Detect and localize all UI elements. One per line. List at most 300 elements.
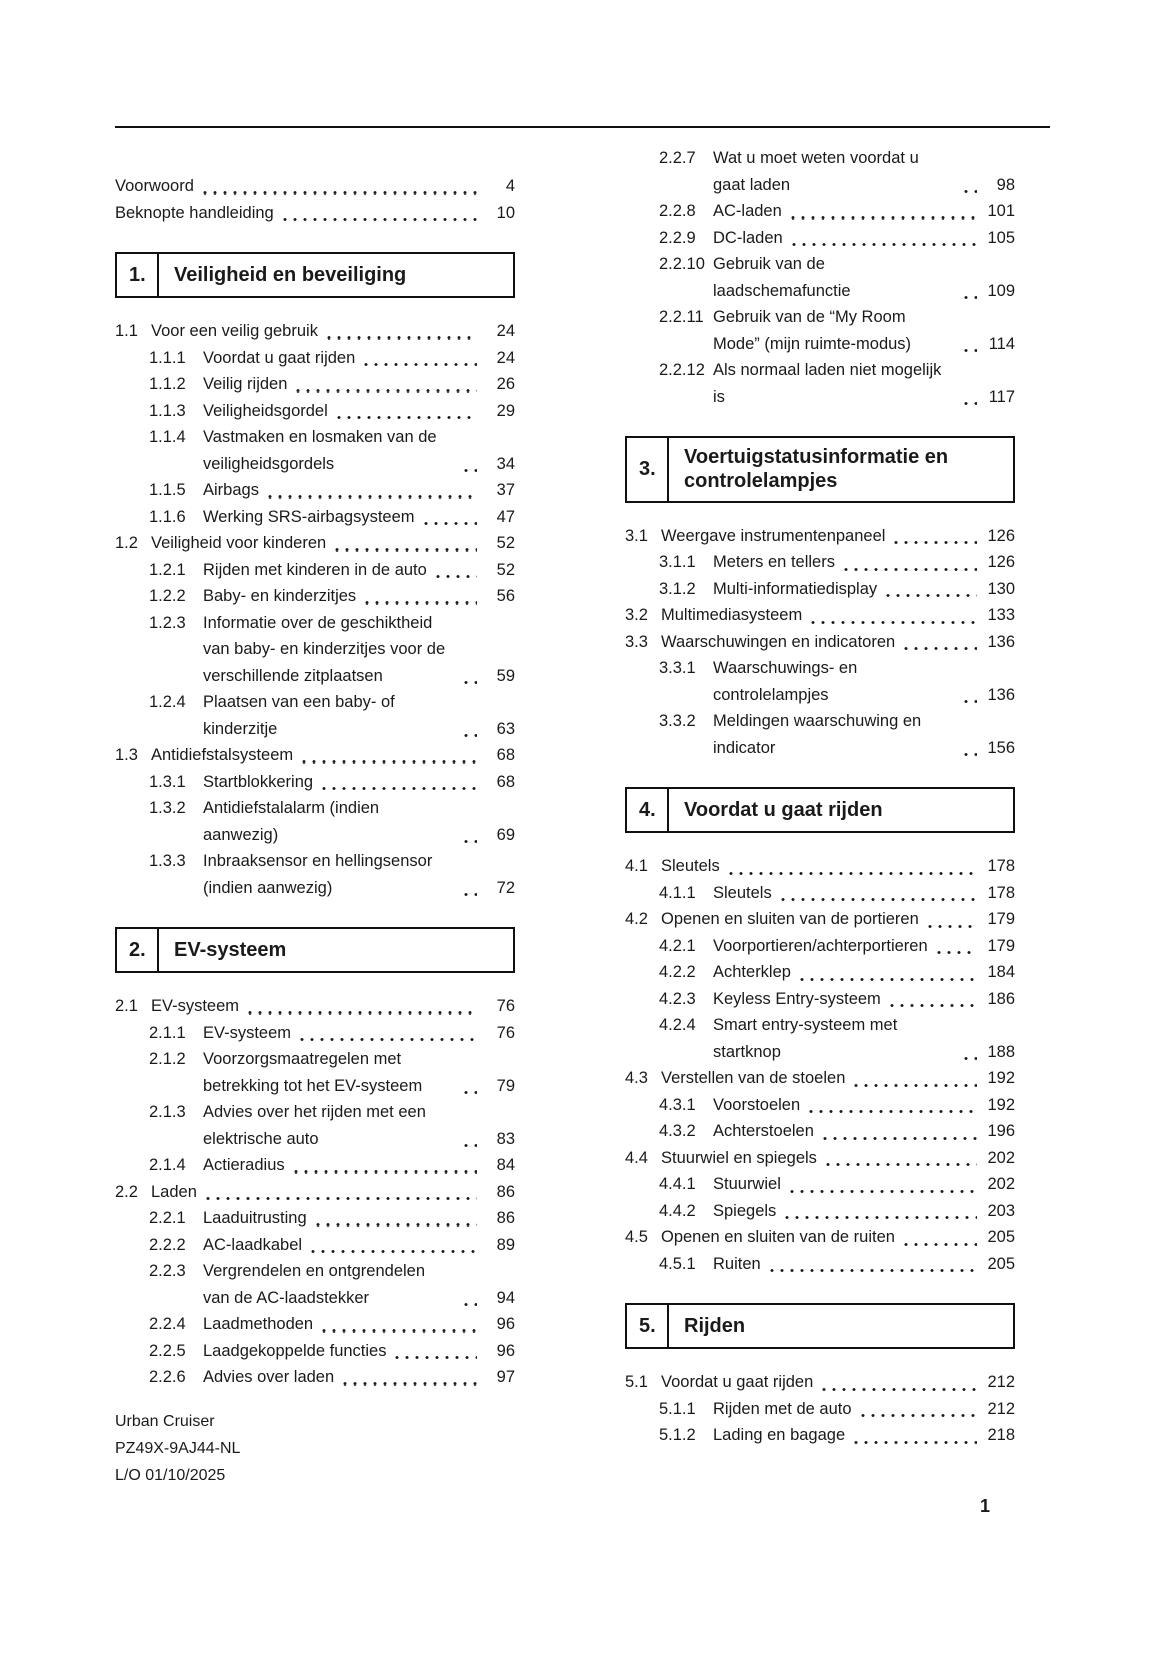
leader-dots [461,734,477,737]
entry-page: 186 [987,989,1015,1008]
entry-page: 69 [496,825,515,844]
entry-number: 1.2.2 [149,587,186,605]
toc-entry [115,769,515,796]
leader-dots [200,191,477,194]
entry-page: 84 [496,1156,515,1174]
toc-entry [625,1171,1015,1198]
entry-label: Meldingen waarschuwing en indicator [713,712,922,757]
leader-dots [324,336,477,339]
entry-page: 68 [496,772,515,791]
entry-number: 1.3.2 [149,799,186,817]
entry-label: Rijden met de auto [713,1399,852,1418]
leader-dots [461,840,477,843]
toc-entry [115,1232,515,1259]
entry-label: Plaatsen van een baby- of kinderzitje [203,693,395,738]
entry-number: 4.3.2 [659,1122,696,1141]
entry-label: Sleutels [713,883,772,902]
toc-entry [625,145,1015,198]
entry-number: 1.1.2 [149,375,186,393]
toc-entry [625,906,1015,933]
entry-number: 2.1.3 [149,1103,186,1121]
entry-label: Voorwoord [115,177,194,195]
toc-entry [625,576,1015,603]
entry-label: Informatie over de geschiktheid van baby- en kinderzitjes voor de verschillende zitplaatsen [203,613,446,685]
leader-dots [245,1011,477,1014]
toc-entry [115,1020,515,1047]
toc-column-left [115,145,515,1391]
entry-number: 2.2.1 [149,1209,186,1227]
leader-dots [787,1190,977,1193]
entry-label: EV-systeem [151,997,240,1015]
entry-label: Lading en bagage [713,1426,846,1445]
entry-label: Startblokkering [203,772,314,791]
section-number: 5. [627,1305,669,1347]
entry-number: 1.1.3 [149,401,186,420]
entry-number: 4.2.3 [659,989,696,1008]
entry-number: 2.1.1 [149,1023,186,1042]
entry-number: 2.2.4 [149,1315,186,1333]
footer-model: Urban Cruiser [115,1413,215,1430]
entry-number: 1.1 [115,322,138,340]
entry-label: Veiligheidsgordel [203,401,328,420]
entry-page: 34 [496,454,515,473]
entry-number: 3.3 [625,632,648,651]
leader-dots [340,1382,477,1385]
toc-entry [625,708,1015,761]
entry-label: Antidiefstalalarm (indien aanwezig) [203,799,380,844]
entry-label: Baby- en kinderzitjes [203,587,357,605]
section-number: 3. [627,438,669,501]
entry-page: 188 [987,1042,1015,1061]
toc-entry [115,583,515,610]
toc-entry [115,504,515,531]
entry-page: 4 [505,177,515,195]
toc-entry [625,225,1015,252]
leader-dots [392,1356,477,1359]
leader-dots [788,216,977,219]
toc-entry [115,200,515,227]
entry-page: 178 [987,857,1015,876]
toc-entry [115,477,515,504]
leader-dots [961,296,977,299]
entry-page: 178 [987,883,1015,902]
entry-number: 4.2.2 [659,963,696,982]
entry-number: 1.3.1 [149,772,186,791]
leader-dots [961,190,977,193]
leader-dots [461,681,477,684]
entry-label: Laden [151,1182,197,1201]
entry-number: 2.2.8 [659,202,696,220]
entry-label: Ruiten [713,1254,761,1273]
entry-page: 96 [496,1315,515,1333]
toc-entry [625,853,1015,880]
entry-label: Spiegels [713,1201,777,1220]
entry-page: 52 [496,534,515,552]
entry-label: Veilig rijden [203,375,288,393]
section-title: Rijden [684,1315,746,1338]
toc-entry [625,198,1015,225]
toc-entry [625,357,1015,410]
toc-entry [115,557,515,584]
entry-page: 29 [496,401,515,420]
entry-number: 5.1.1 [659,1399,696,1418]
section-title: Voordat u gaat rijden [684,799,883,822]
entry-page: 86 [496,1182,515,1201]
entry-page: 212 [987,1373,1015,1392]
entry-number: 5.1 [625,1373,648,1392]
leader-dots [319,787,477,790]
toc-entry [625,1422,1015,1449]
entry-number: 2.2.9 [659,228,696,247]
leader-dots [433,575,477,578]
footer-part-code: PZ49X-9AJ44-NL [115,1440,241,1457]
leader-dots [797,978,977,981]
entry-number: 1.1.5 [149,481,186,499]
entry-number: 2.1 [115,997,138,1015]
entry-number: 4.1 [625,857,648,876]
toc-entry [115,993,515,1020]
toc-entry [625,1198,1015,1225]
toc-entry [625,251,1015,304]
leader-dots [789,243,977,246]
entry-label: Waarschuwings- en controlelampjes [713,659,858,704]
section-title: Voertuigstatusinformatie en controlelampjes [684,446,949,493]
leader-dots [823,1163,977,1166]
entry-label: Gebruik van de “My Room Mode” (mijn ruimte-modus) [713,308,912,353]
leader-dots [901,647,977,650]
leader-dots [293,389,477,392]
entry-page: 98 [996,175,1015,194]
entry-page: 126 [987,553,1015,572]
entry-number: 5.1.2 [659,1426,696,1445]
entry-label: Voordat u gaat rijden [661,1373,814,1392]
leader-dots [362,601,477,604]
toc-columns [115,145,1015,1449]
entry-page: 26 [496,375,515,393]
entry-page: 133 [987,606,1015,625]
section-number: 4. [627,789,669,831]
leader-dots [901,1243,977,1246]
entry-page: 76 [496,1023,515,1042]
entry-number: 1.2 [115,534,138,552]
entry-number: 4.2.1 [659,936,696,955]
entry-label: Laaduitrusting [203,1209,307,1227]
entry-page: 117 [988,387,1015,406]
toc-entry [115,318,515,345]
toc-entry [115,1152,515,1179]
toc-entry [625,304,1015,357]
leader-dots [308,1250,477,1253]
entry-number: 3.1.2 [659,579,696,598]
leader-dots [858,1414,977,1417]
entry-label: Veiligheid voor kinderen [151,534,327,552]
section-number: 2. [117,929,159,971]
toc-entry [115,689,515,742]
entry-page: 192 [987,1095,1015,1114]
entry-page: 59 [496,666,515,685]
leader-dots [778,898,977,901]
leader-dots [313,1223,477,1226]
entry-label: Voordat u gaat rijden [203,348,356,367]
entry-label: Vastmaken en losmaken van de veiligheidsgordels [203,428,437,473]
entry-label: Advies over het rijden met een elektrische auto [203,1103,426,1148]
entry-label: AC-laadkabel [203,1235,303,1254]
leader-dots [961,753,977,756]
toc-entry [625,629,1015,656]
leader-dots [851,1441,977,1444]
toc-entry [115,530,515,557]
entry-page: 205 [987,1254,1015,1273]
toc-entry [625,523,1015,550]
entry-number: 4.4 [625,1148,648,1167]
entry-number: 3.2 [625,606,648,625]
entry-page: 68 [496,746,515,764]
leader-dots [961,349,977,352]
toc-entry [625,655,1015,708]
entry-page: 130 [987,579,1015,598]
leader-dots [299,760,477,763]
entry-label: Verstellen van de stoelen [661,1069,846,1088]
leader-dots [961,402,977,405]
leader-dots [332,548,477,551]
toc-entry [115,371,515,398]
toc-entry [115,1179,515,1206]
entry-number: 1.2.3 [149,613,186,632]
toc-entry [625,1224,1015,1251]
entry-page: 205 [987,1228,1015,1247]
leader-dots [961,1057,977,1060]
toc-entry [115,398,515,425]
section-header [625,436,1015,503]
entry-number: 4.1.1 [659,883,696,902]
leader-dots [280,218,477,221]
entry-label: Achterstoelen [713,1122,814,1141]
entry-page: 52 [496,560,515,579]
leader-dots [461,893,477,896]
entry-label: Inbraaksensor en hellingsensor (indien aanwezig) [203,852,433,897]
entry-number: 2.2.5 [149,1341,186,1360]
entry-number: 1.3.3 [149,852,186,870]
section-title: EV-systeem [174,938,287,961]
leader-dots [961,700,977,703]
entry-number: 2.1.4 [149,1156,186,1174]
toc-entry [115,742,515,769]
leader-dots [808,621,977,624]
section-header [625,787,1015,833]
entry-label: Stuurwiel en spiegels [661,1148,817,1167]
entry-label: Rijden met kinderen in de auto [203,560,427,579]
toc-entry [115,610,515,690]
leader-dots [319,1329,477,1332]
entry-number: 3.3.1 [659,659,696,678]
entry-label: AC-laden [713,202,782,220]
entry-label: Laadgekoppelde functies [203,1341,387,1360]
entry-page: 136 [987,685,1015,704]
toc-entry [115,795,515,848]
page-number: 1 [979,1496,990,1516]
toc-entry [625,1092,1015,1119]
entry-number: 1.1.1 [149,348,186,367]
entry-label: Advies over laden [203,1368,335,1386]
leader-dots [925,925,977,928]
leader-dots [265,495,477,498]
toc-column-right [625,145,1015,1449]
toc-entry [115,1046,515,1099]
leader-dots [334,416,477,419]
toc-entry [625,1396,1015,1423]
leader-dots [297,1038,477,1041]
leader-dots [361,363,477,366]
entry-number: 1.2.1 [149,560,186,579]
entry-page: 136 [987,632,1015,651]
section-header [115,252,515,298]
entry-number: 4.5.1 [659,1254,696,1273]
entry-page: 79 [496,1076,515,1095]
entry-number: 2.2 [115,1182,138,1201]
entry-label: Wat u moet weten voordat u gaat laden [713,149,919,194]
leader-dots [934,951,977,954]
entry-number: 2.2.7 [659,149,696,167]
entry-page: 76 [496,997,515,1015]
entry-label: Werking SRS-airbagsysteem [203,507,415,526]
entry-label: Gebruik van de laadschemafunctie [713,255,851,300]
entry-page: 47 [496,507,515,526]
leader-dots [841,568,977,571]
entry-number: 4.3.1 [659,1095,696,1114]
entry-label: Achterklep [713,963,791,982]
toc-entry [625,959,1015,986]
entry-label: Actieradius [203,1156,285,1174]
entry-page: 63 [496,719,515,738]
entry-page: 196 [987,1122,1015,1141]
entry-number: 4.4.1 [659,1175,696,1194]
toc-entry [625,1012,1015,1065]
entry-number: 3.3.2 [659,712,696,731]
entry-label: Smart entry-systeem met startknop [713,1016,898,1061]
toc-entry [625,933,1015,960]
entry-label: Keyless Entry-systeem [713,989,881,1008]
entry-number: 4.2.4 [659,1016,696,1035]
leader-dots [820,1137,977,1140]
leader-dots [851,1084,977,1087]
toc-entry [625,1065,1015,1092]
toc-entry [625,549,1015,576]
entry-label: EV-systeem [203,1023,292,1042]
leader-dots [883,594,977,597]
toc-entry [115,173,515,200]
entry-page: 97 [496,1368,515,1386]
entry-number: 2.2.11 [659,308,704,326]
toc-entry [625,880,1015,907]
toc-entry [115,1258,515,1311]
entry-number: 4.2 [625,910,648,929]
entry-page: 126 [987,526,1015,545]
toc-entry [115,1099,515,1152]
section-header [625,1303,1015,1349]
entry-page: 192 [987,1069,1015,1088]
footer-revision: L/O 01/10/2025 [115,1467,226,1484]
toc-entry [625,1145,1015,1172]
toc-entry [115,424,515,477]
entry-page: 56 [496,587,515,605]
toc-entry [625,1369,1015,1396]
toc-entry [115,1311,515,1338]
footer-block [115,1408,240,1489]
leader-dots [819,1388,977,1391]
leader-dots [461,1303,477,1306]
entry-page: 109 [987,281,1015,300]
section-number: 1. [117,254,159,296]
entry-number: 1.3 [115,746,138,764]
leader-dots [891,541,977,544]
entry-label: Stuurwiel [713,1175,781,1194]
leader-dots [782,1216,977,1219]
entry-page: 184 [987,963,1015,982]
toc-entry [115,1205,515,1232]
toc-entry [115,1338,515,1365]
entry-page: 202 [987,1148,1015,1167]
section-title: Veiligheid en beveiliging [174,263,407,286]
entry-number: 2.2.2 [149,1235,186,1254]
entry-page: 212 [987,1399,1015,1418]
leader-dots [291,1170,477,1173]
entry-page: 24 [496,348,515,367]
entry-number: 1.1.4 [149,428,186,446]
entry-label: Waarschuwingen en indicatoren [661,632,896,651]
entry-number: 1.2.4 [149,693,186,711]
entry-label: Meters en tellers [713,553,835,572]
leader-dots [806,1110,977,1113]
entry-label: Antidiefstalsysteem [151,746,294,764]
entry-number: 2.2.3 [149,1262,186,1280]
entry-page: 83 [496,1129,515,1148]
entry-number: 3.1 [625,526,648,545]
leader-dots [726,872,977,875]
entry-page: 105 [987,228,1015,247]
entry-page: 179 [987,936,1015,955]
entry-label: Voorportieren/achterportieren [713,936,928,955]
entry-label: Beknopte handleiding [115,203,274,222]
entry-page: 101 [987,202,1015,220]
entry-label: Multimediasysteem [661,606,803,625]
entry-number: 2.2.6 [149,1368,186,1386]
entry-page: 202 [987,1175,1015,1194]
entry-number: 4.4.2 [659,1201,696,1220]
entry-page: 24 [496,322,515,340]
entry-label: Sleutels [661,857,720,876]
toc-entry [625,1118,1015,1145]
entry-label: Voorstoelen [713,1095,801,1114]
leader-dots [461,1144,477,1147]
entry-label: Openen en sluiten van de portieren [661,910,919,929]
entry-page: 37 [496,481,515,499]
entry-label: Airbags [203,481,259,499]
entry-label: Multi-informatiedisplay [713,579,878,598]
toc-entry [625,602,1015,629]
section-header [115,927,515,973]
entry-page: 114 [988,334,1015,353]
entry-page: 72 [496,878,515,897]
entry-page: 203 [987,1201,1015,1220]
entry-label: Voor een veilig gebruik [151,322,318,340]
leader-dots [203,1197,477,1200]
entry-number: 2.2.10 [659,255,705,273]
toc-entry [115,345,515,372]
entry-page: 10 [496,203,515,222]
entry-label: Als normaal laden niet mogelijk is [713,361,942,406]
toc-entry [625,986,1015,1013]
leader-dots [461,1091,477,1094]
